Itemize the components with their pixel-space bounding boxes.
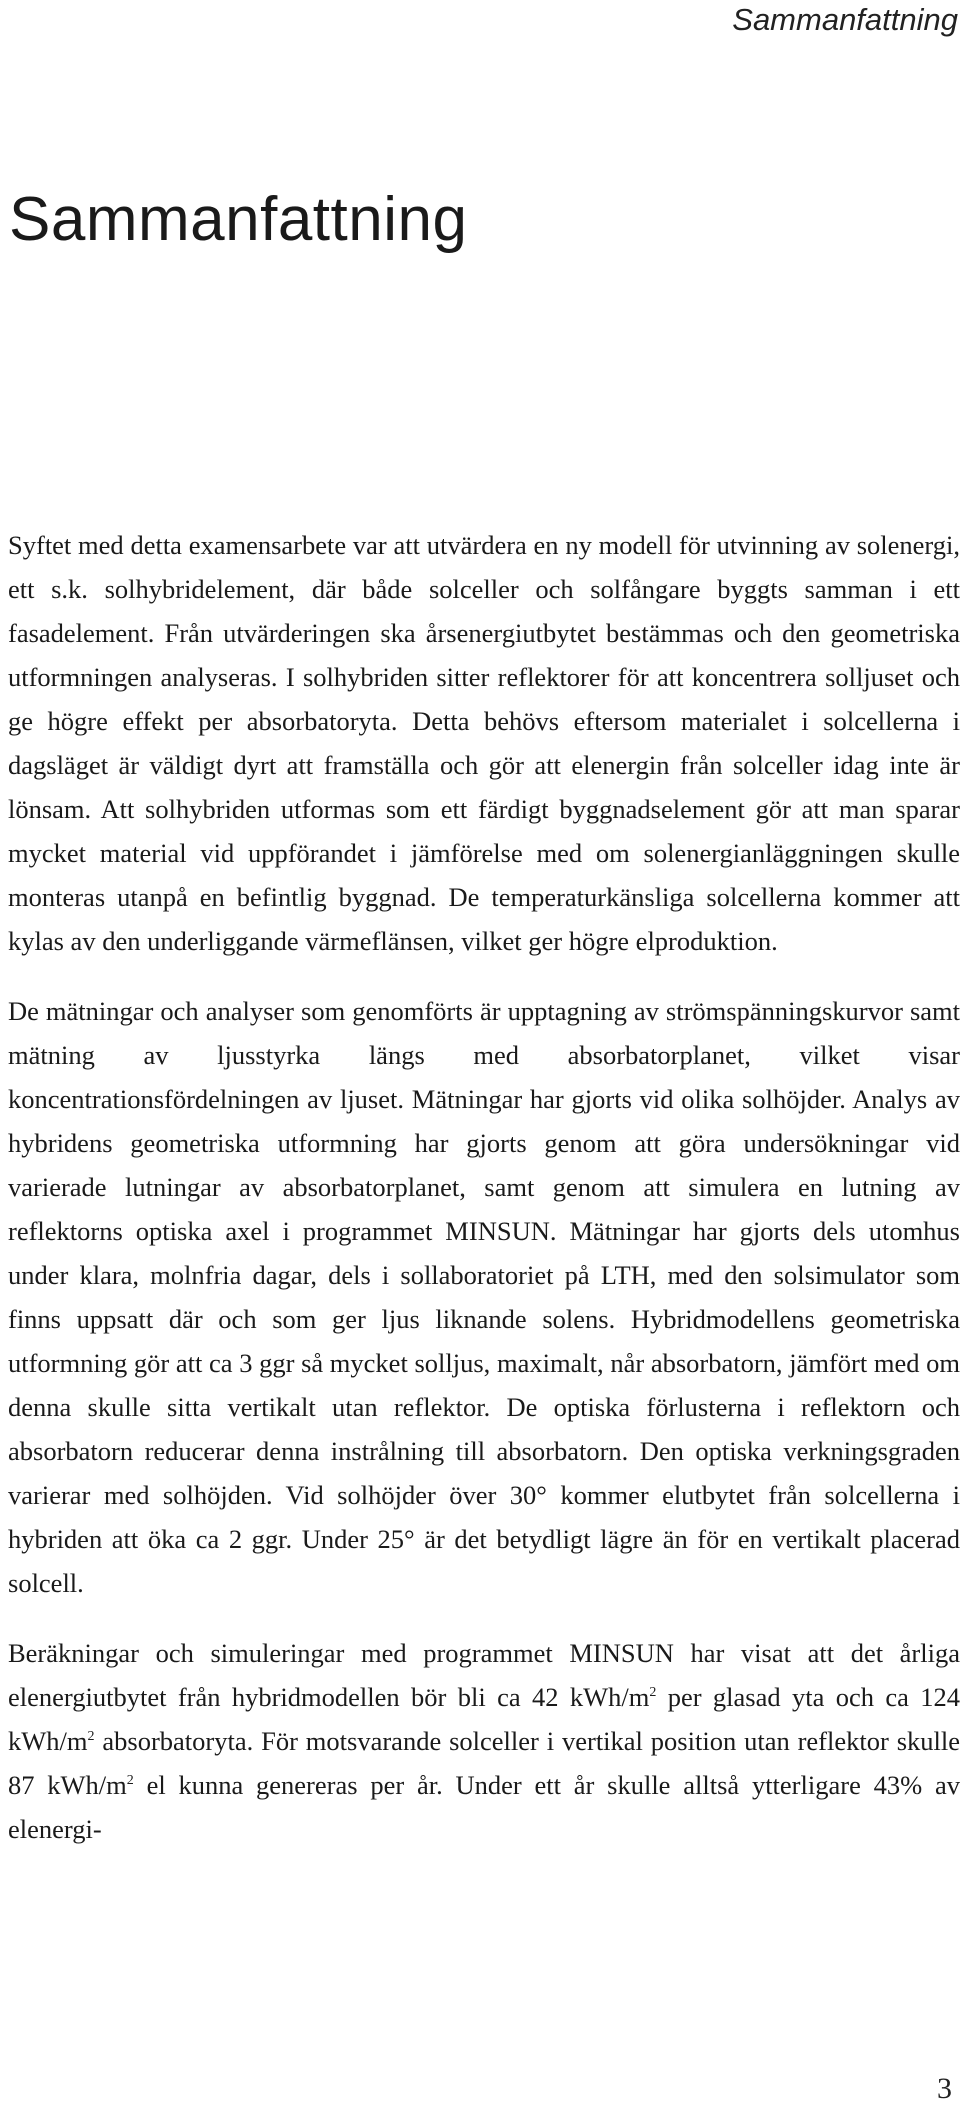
running-header: Sammanfattning	[732, 2, 958, 37]
calc-text-4: el kunna genereras per år. Under ett år skulle alltså ytterligare 43% av elenergi-	[8, 1770, 960, 1844]
body-text	[8, 523, 960, 1877]
calc-superscript-3: 2	[126, 1773, 134, 1789]
calc-text-2: per glasad yta och ca 124 kWh/m	[8, 1682, 960, 1756]
calc-text-3: absorbatoryta. För motsvarande solceller i vertikal position utan reflektor skulle 87 kWh/m	[8, 1726, 960, 1800]
chapter-title: Sammanfattning	[9, 185, 468, 254]
paragraph-purpose: Syftet med detta examensarbete var att utvärdera en ny modell för utvinning av solenergi, ett s.k. solhybridelement, där både solceller och solfångare byggts samman i ett fasadelement. Från utvärderingen ska årsenergiutbytet bestämmas och den geometriska utformningen analyseras. I solhybriden sitter reflektorer för att koncentrera solljuset och ge högre effekt per absorbatoryta. Detta behövs eftersom materialet i solcellerna i dagsläget är väldigt dyrt att framställa och gör att elenergin från solceller idag inte är lönsam. Att solhybriden utformas som ett färdigt byggnadselement gör att man sparar mycket material vid uppförandet i jämförelse med om solenergianläggningen skulle monteras utanpå en befintlig byggnad. De temperaturkänsliga solcellerna kommer att kylas av den underliggande värmeflänsen, vilket ger högre elproduktion.	[8, 530, 960, 956]
calc-superscript-1: 2	[649, 1685, 657, 1701]
calc-superscript-2: 2	[87, 1729, 95, 1745]
page-number: 3	[937, 2072, 952, 2105]
paragraph-calculations	[8, 1631, 960, 1851]
paragraph-measurements: De mätningar och analyser som genomförts är upptagning av strömspänningskurvor samt mätning av ljusstyrka längs med absorbatorplanet, vilket visar koncentrationsfördelningen av ljuset. Mätningar har gjorts vid olika solhöjder. Analys av hybridens geometriska utformning har gjorts genom att göra undersökningar vid varierade lutningar av absorbatorplanet, samt genom att simulera en lutning av reflektorns optiska axel i programmet MINSUN. Mätningar har gjorts dels utomhus under klara, molnfria dagar, dels i sollaboratoriet på LTH, med den solsimulator som finns uppsatt där och som ger ljus liknande solens. Hybridmodellens geometriska utformning gör att ca 3 ggr så mycket solljus, maximalt, når absorbatorn, jämfört med om denna skulle sitta vertikalt utan reflektor. De optiska förlusterna i reflektorn och absorbatorn reducerar denna instrålning till absorbatorn. Den optiska verkningsgraden varierar med solhöjden. Vid solhöjder över 30° kommer elutbytet från solcellerna i hybriden att öka ca 2 ggr. Under 25° är det betydligt lägre än för en vertikalt placerad solcell.	[8, 996, 960, 1598]
calc-text-1: Beräkningar och simuleringar med programmet MINSUN har visat att det årliga elenergiutbytet från hybridmodellen bör bli ca 42 kWh/m	[8, 1638, 960, 1712]
